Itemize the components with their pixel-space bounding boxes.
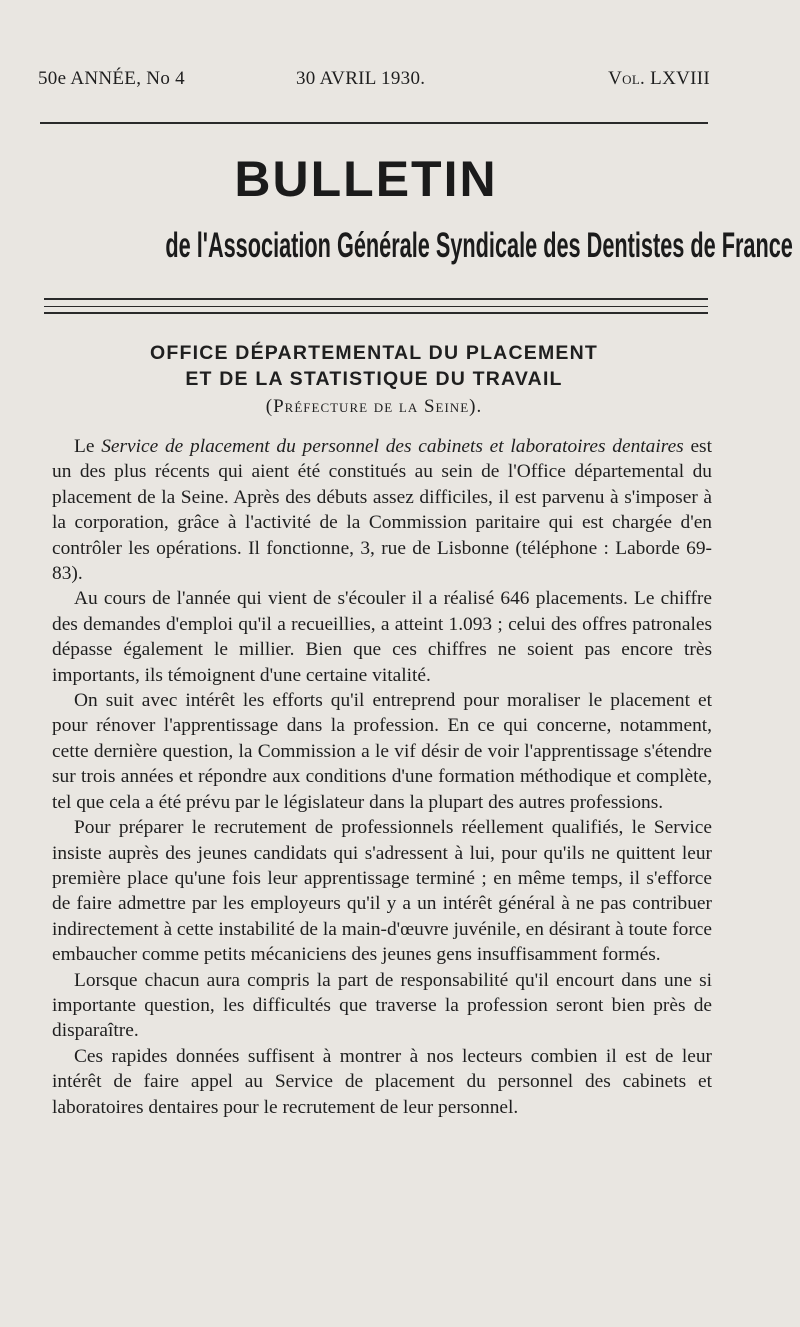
paragraph-6: Ces rapides données suffisent à montrer à nos lecteurs combien il est de leur intérêt de faire appel au Service de placement du personnel des cabinets et laboratoires dentaires pour le recrutement de leur personnel.: [52, 1045, 712, 1118]
paragraph-5: Lorsque chacun aura compris la part de responsabilité qu'il encourt dans une si importante question, les difficultés que traverse la profession seront bien près de disparaître.: [52, 969, 712, 1042]
masthead-rule-1: [44, 298, 708, 300]
paragraph-4: Pour préparer le recrutement de professionnels réellement qualifiés, le Service insiste auprès des jeunes candidats qui s'adressent à lui, pour qu'ils ne quittent leur première place qu'une fois leur apprentissage terminé ; en même temps, il s'efforce de faire admettre par les employeurs qu'il y a un intérêt général à ne pas contribuer indirectement à cette instabilité de la main-d'œuvre juvénile, en désirant à toute force embaucher comme petits mécaniciens des jeunes gens insuffisamment formés.: [52, 817, 712, 966]
paragraph-1: [52, 434, 712, 586]
article-subheading: (Préfecture de la Seine).: [265, 396, 483, 417]
article-body: [52, 434, 712, 1120]
paragraph-3: On suit avec intérêt les efforts qu'il entreprend pour moraliser le placement et pour rénover l'apprentissage dans la profession. En ce qui concerne, notamment, cette dernière question, la Commission a le vif désir de voir l'apprentissage s'étendre sur trois années et répondre aux conditions d'une formation méthodique et complète, tel que cela a été prévu par le législateur dans la plupart des autres professions.: [52, 690, 712, 813]
masthead-title: BULLETIN: [234, 151, 498, 207]
masthead-rule-3: [44, 312, 708, 314]
issue-date: 30 AVRIL 1930.: [296, 68, 426, 89]
paragraph-2: Au cours de l'année qui vient de s'écouler il a réalisé 646 placements. Le chiffre des demandes d'emploi qu'il a recueillies, a atteint 1.093 ; celui des offres patronales dépasse également le millier. Bien que ces chiffres ne soient pas encore très importants, ils témoignent d'une certaine vitalité.: [52, 588, 712, 686]
article-heading-line1: OFFICE DÉPARTEMENTAL DU PLACEMENT: [149, 342, 598, 364]
paragraph-1-lead: Le: [74, 436, 102, 457]
volume-number: Vol. LXVIII: [608, 68, 710, 89]
masthead-rule-2: [44, 306, 708, 307]
top-rule: [40, 122, 708, 124]
masthead-subtitle: de l'Association Générale Syndicale des Dentistes de France: [165, 226, 793, 265]
masthead-subtitle-wrap: [165, 226, 793, 266]
article-heading: [40, 340, 708, 392]
paragraph-1-italic: Service de placement du personnel des cabinets et laboratoires dentaires: [101, 436, 684, 457]
paragraph-1-rest: est un des plus récents qui aient été constitués au sein de l'Office départemental du placement de la Seine. Après des débuts assez difficiles, il est parvenu à s'imposer à la corporation, grâce à l'activité de la Commission paritaire qui est chargée d'en contrôler les opérations. Il fonctionne, 3, rue de Lisbonne (téléphone : Laborde 69-83).: [52, 436, 712, 585]
article-heading-line2: ET DE LA STATISTIQUE DU TRAVAIL: [185, 368, 563, 390]
issue-number: 50e ANNÉE, No 4: [38, 68, 185, 89]
